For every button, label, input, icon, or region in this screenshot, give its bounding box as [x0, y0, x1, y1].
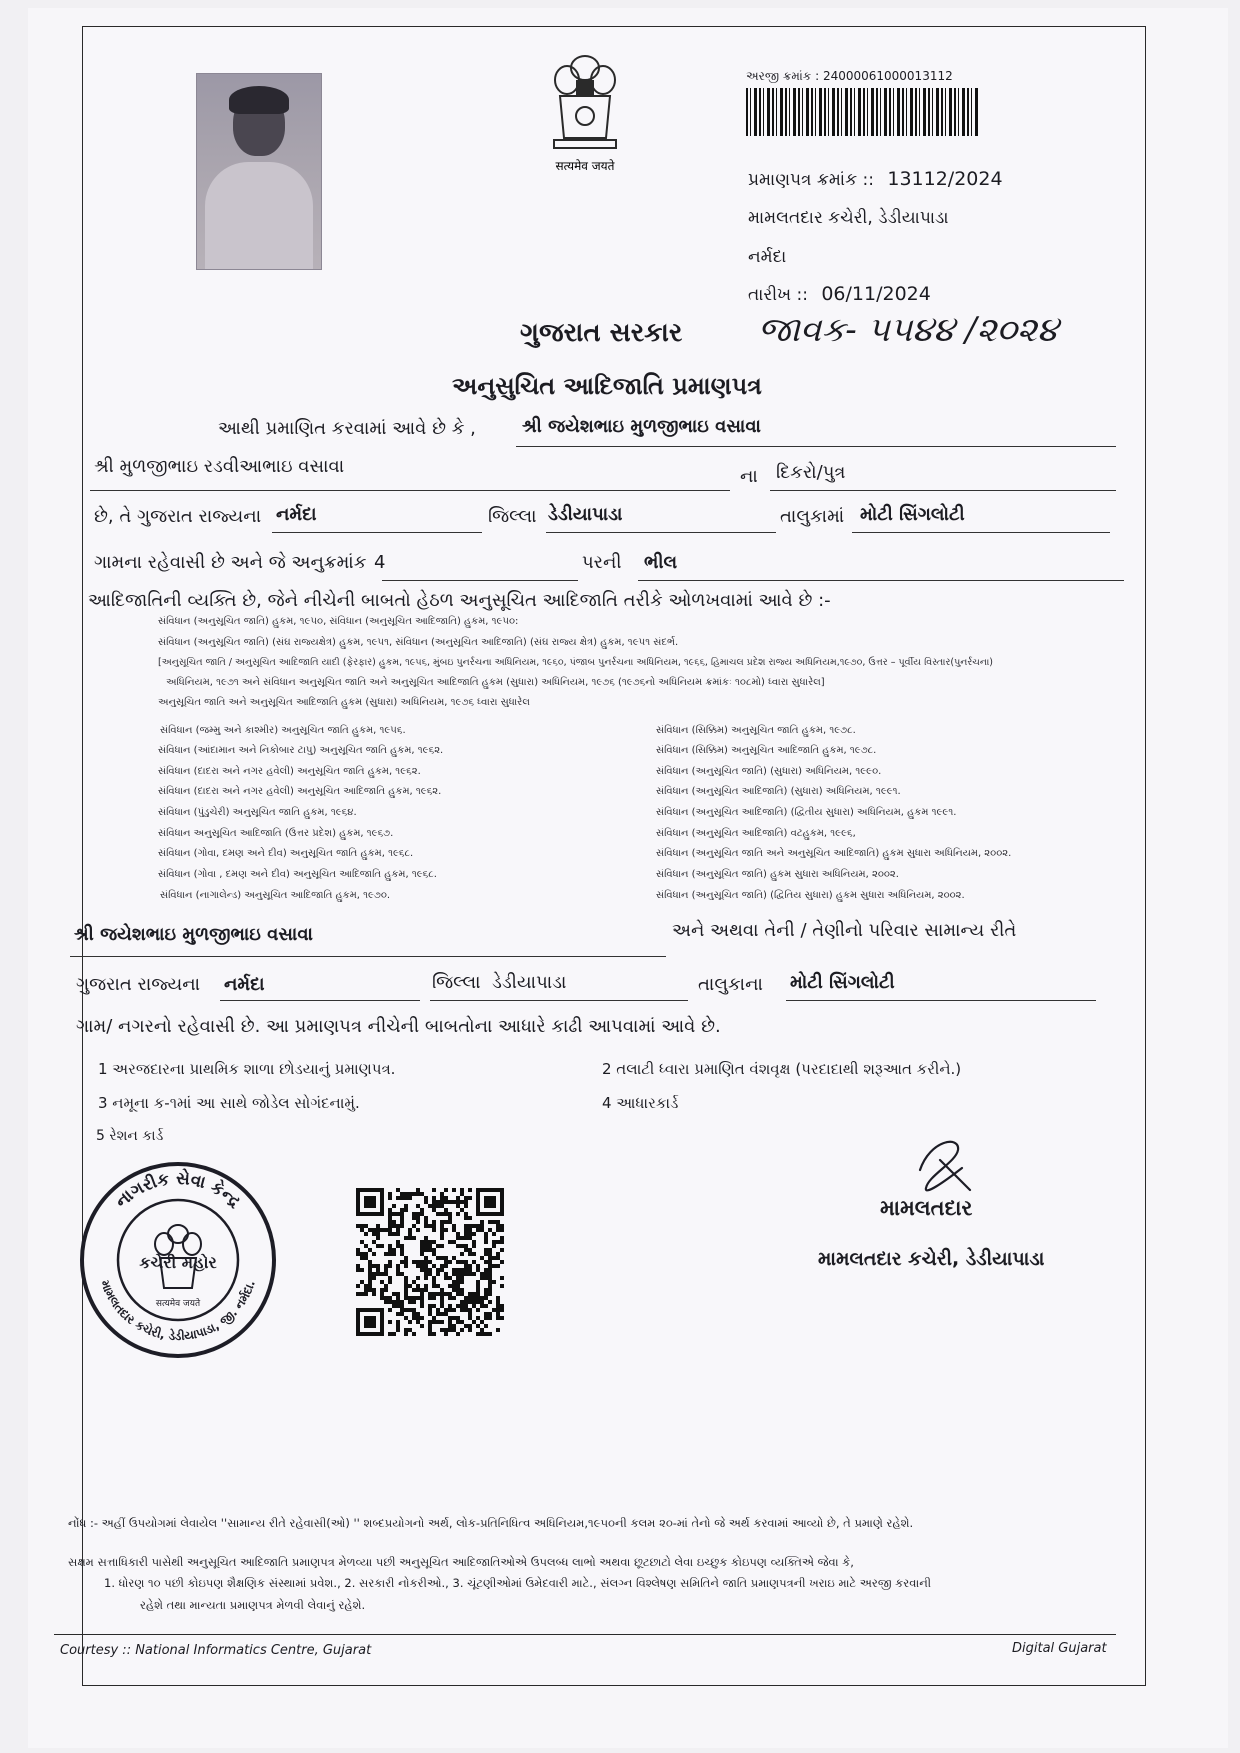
- na-label: ના: [740, 466, 758, 487]
- act-left: સંવિધાન (નાગાલેન્ડ) અનુસૂચિત આદિજાતિ હુકમ, ૧૯૭૦.: [160, 890, 391, 901]
- serial-number: 4: [374, 552, 386, 573]
- act-left: સંવિધાન (દાદરા અને નગર હવેલી) અનુસૂચિત આદિજાતિ હુકમ, ૧૯૬૨.: [158, 786, 442, 797]
- signature: [900, 1130, 980, 1200]
- seal-ring-text: નાગરીક સેવા કેન્દ્ર: [111, 1168, 245, 1213]
- residence-district-label: જિલ્લા: [432, 972, 481, 993]
- act-right: સંવિધાન (અનુસૂચિત આદિજાતિ) (દ્વિતીય સુધારા) અધિનિયમ, હુકમ ૧૯૯૧.: [656, 807, 957, 818]
- office-seal: [78, 1160, 278, 1360]
- underline: [852, 532, 1110, 533]
- district-value: નર્મદા: [276, 504, 317, 525]
- act-line: અનુસૂચિત જાતિ અને અનુસૂચિત આદિજાતિ હુકમ (સુધારા) અધિનિયમ, ૧૯૭૬ ધ્વારા સુધારેલ: [158, 697, 530, 708]
- certificate-number-label: પ્રમાણપત્ર ક્રમાંક ::: [748, 170, 874, 190]
- act-right: સંવિધાન (સિક્કિમ) અનુસૂચિત આદિજાતિ હુકમ, ૧૯૭૮.: [656, 745, 877, 756]
- document-item: 2 તલાટી ધ્વારા પ્રમાણિત વંશવૃક્ષ (પરદાદાથી શરૂઆત કરીને.): [602, 1060, 962, 1078]
- seal-center-text: કચેરી મહોર: [139, 1253, 217, 1272]
- note-line: સક્ષમ સત્તાધિકારી પાસેથી અનુસૂચિત આદિજાતિ પ્રમાણપત્ર મેળવ્યા પછી અનુસૂચિત આદિજાતિઓએ ઉપલબ્ધ લાભો અથવા છૂટછાટો લેવા ઇચ્છુક કોઇપણ વ્યક્તિએ જેવા કે,: [68, 1555, 854, 1569]
- signatory-title: મામલતદાર: [880, 1196, 973, 1220]
- taluka-label: તાલુકામાં: [780, 506, 845, 527]
- issue-date-label: તારીખ ::: [748, 285, 808, 305]
- underline: [70, 956, 666, 957]
- tribe-statement: આદિજાતિની વ્યક્તિ છે, જેને નીચેની બાબતો હેઠળ અનુસૂચિત આદિજાતિ તરીકે ઓળખવામાં આવે છે :-: [88, 590, 831, 611]
- signatory-office: મામલતદાર કચેરી, ડેડીયાપાડા: [818, 1248, 1045, 1270]
- act-right: સંવિધાન (અનુસૂચિત જાતિ) (સુધારા) અધિનિયમ, ૧૯૯૦.: [656, 766, 882, 777]
- tribe-name: ભીલ: [644, 552, 678, 573]
- act-line: સંવિધાન (અનુસૂચિત જાતિ) (સંઘ રાજ્યક્ષેત્ર) હુકમ, ૧૯૫૧, સંવિધાન (અનુસૂચિત આદિજાતિ) (સંઘ રાજ્ય ક્ષેત્ર) હુકમ, ૧૯૫૧ સંદર્ભ.: [158, 637, 679, 648]
- district-label: જિલ્લા: [488, 506, 537, 527]
- underline: [770, 490, 1116, 491]
- document-item: 1 અરજદારના પ્રાથમિક શાળા છોડયાનું પ્રમાણપત્ર.: [98, 1060, 396, 1078]
- barcode: [746, 88, 978, 136]
- state-prefix: છે, તે ગુજરાત રાજ્યના: [94, 506, 262, 527]
- certify-text: આથી પ્રમાણિત કરવામાં આવે છે કે ,: [218, 418, 476, 439]
- issue-basis-text: ગામ/ નગરનો રહેવાસી છે. આ પ્રમાણપત્ર નીચેની બાબતોના આધારે કાઢી આપવામાં આવે છે.: [76, 1016, 721, 1037]
- underline: [220, 1000, 420, 1001]
- residence-village: મોટી સિંગલોટી: [790, 972, 895, 993]
- district-name: નર્મદા: [748, 247, 787, 267]
- family-text: અને અથવા તેની / તેણીનો પરિવાર સામાન્ય રીતે: [672, 920, 1017, 941]
- footer-divider: [54, 1634, 1116, 1635]
- residence-state-label: ગુજરાત રાજ્યના: [76, 974, 201, 995]
- par-label: પરની: [582, 552, 622, 573]
- emblem-motto: सत्यमेव जयते: [555, 159, 615, 173]
- note-line: 1. ધોરણ ૧૦ પછી કોઇપણ શૈક્ષણિક સંસ્થામાં પ્રવેશ., 2. સરકારી નોકરીઓ., 3. ચૂંટણીઓમાં ઉમેદવારી માટે., સંલગ્ન વિશ્લેષણ સમિતિને જાતિ પ્રમાણપત્રની ખરાઇ માટે અરજી કરવાની: [104, 1576, 932, 1590]
- act-right: સંવિધાન (અનુસૂચિત આદિજાતિ) (સુધારા) અધિનિયમ, ૧૯૯૧.: [656, 786, 901, 797]
- act-left: સંવિધાન (દાદરા અને નગર હવેલી) અનુસૂચિત જાતિ હુકમ, ૧૯૬૨.: [158, 766, 421, 777]
- note-line: નોંધ :- અહીં ઉપયોગમાં લેવાયેલ ''સામાન્ય રીતે રહેવાસી(ઓ) '' શબ્દપ્રયોગનો અર્થ, લોક-પ્રતિનિધિત્વ અધિનિયમ,૧૯૫૦ની કલમ ૨૦-માં તેનો જે અર્થ કરવામાં આવ્યો છે, તે પ્રમાણે રહેશે.: [68, 1516, 914, 1530]
- taluka-value: ડેડીયાપાડા: [548, 504, 623, 525]
- act-right: સંવિધાન (અનુસૂચિત જાતિ) (દ્વિતિય સુધારા) હુકમ સુધારા અધિનિયમ, ૨૦૦૨.: [656, 890, 965, 901]
- act-right: સંવિધાન (અનુસૂચિત આદિજાતિ) વટહુકમ, ૧૯૯૬,: [656, 828, 856, 839]
- footer-brand: Digital Gujarat: [1012, 1641, 1107, 1656]
- applicant-name: શ્રી જયેશભાઇ મુળજીભાઇ વસાવા: [522, 416, 761, 437]
- act-left: સંવિધાન (જમ્મુ અને કાશ્મીર) અનુસૂચિત જાતિ હુકમ, ૧૯૫૬.: [160, 725, 406, 736]
- underline: [90, 490, 730, 491]
- svg-text:નાગરીક સેવા કેન્દ્ર: [112, 1167, 245, 1213]
- father-name: શ્રી મુળજીભાઇ રડવીઆભાઇ વસાવા: [94, 456, 345, 477]
- underline: [516, 446, 1116, 447]
- issuing-office: મામલતદાર કચેરી, ડેડીયાપાડા: [748, 208, 949, 228]
- issue-date: 06/11/2024: [821, 283, 931, 305]
- residence-taluka: ડેડીયાપાડા: [492, 972, 567, 993]
- application-number: અરજી ક્રમાંક : 24000061000013112: [746, 69, 953, 83]
- act-line: સંવિધાન (અનુસૂચિત જાતિ) હુકમ, ૧૯૫૦, સંવિધાન (અનુસૂચિત આદિજાતિ) હુકમ, ૧૯૫૦:: [158, 616, 519, 627]
- government-title: ગુજરાત સરકાર: [520, 318, 683, 348]
- footer-courtesy: Courtesy :: National Informatics Centre, Gujarat: [60, 1643, 372, 1658]
- residence-district: નર્મદા: [224, 974, 265, 995]
- underline: [786, 1000, 1096, 1001]
- national-emblem-icon: [540, 40, 630, 180]
- underline: [272, 532, 482, 533]
- act-right: સંવિધાન (અનુસૂચિત જાતિ અને અનુસૂચિત આદિજાતિ) હુકમ સુધારા અધિનિયમ, ૨૦૦૨.: [656, 848, 1012, 859]
- residence-taluka-label: તાલુકાના: [698, 974, 763, 995]
- document-item: 5 રેશન કાર્ડ: [96, 1128, 164, 1144]
- act-right: સંવિધાન (અનુસૂચિત જાતિ) હુકમ સુધારા અધિનિયમ, ૨૦૦૨.: [656, 869, 899, 880]
- act-left: સંવિધાન (ગોવા , દમણ અને દીવ) અનુસૂચિત આદિજાતિ હુકમ, ૧૯૬૮.: [158, 869, 437, 880]
- act-right: સંવિધાન (સિક્કિમ) અનુસૂચિત જાતિ હુકમ, ૧૯૭૮.: [656, 725, 856, 736]
- relation: દિકરો/પુત્ર: [776, 462, 846, 483]
- underline: [382, 580, 578, 581]
- residence-name: શ્રી જયેશભાઇ મુળજીભાઇ વસાવા: [74, 924, 313, 945]
- seal-bottom-text: મામલતદાર કચેરી, ડેડીયાપાડા, જી. નર્મદા.: [98, 1278, 258, 1344]
- note-line: રહેશે તથા માન્યતા પ્રમાણપત્ર મેળવી લેવાનું રહેશે.: [140, 1598, 366, 1612]
- underline: [430, 1000, 688, 1001]
- act-left: સંવિધાન (ગોવા, દમણ અને દીવ) અનુસૂચિત જાતિ હુકમ, ૧૯૬૮.: [158, 848, 414, 859]
- act-left: સંવિધાન (પુંડુચેરી) અનુસૂચિત જાતિ હુકમ, ૧૯૬૪.: [158, 807, 357, 818]
- resident-text: ગામના રહેવાસી છે અને જે અનુક્રમાંક: [94, 552, 367, 573]
- act-line: અધિનિયમ, ૧૯૭૧ અને સંવિધાન અનુસૂચિત જાતિ અને અનુસૂચિત આદિજાતિ હુકમ (સુધારા) અધિનિયમ, ૧૯૭૬ (૧૯૭૬નો અધિનિયમ ક્રમાંકઃ ૧૦૮મો) ધ્વારા સુધારેલ]: [166, 677, 825, 688]
- act-left: સંવિધાન (આંદામાન અને નિકોબાર ટાપુ) અનુસૂચિત જાતિ હુકમ, ૧૯૬૨.: [158, 745, 444, 756]
- certificate-number-row: [748, 168, 1003, 190]
- issue-date-row: [748, 283, 931, 305]
- seal-motto: सत्यमेव जयते: [155, 1299, 201, 1309]
- handwritten-reference: જાવક- ૫૫૪૪ /૨૦૨૪: [758, 310, 1059, 350]
- qr-code: [356, 1188, 504, 1336]
- certificate-number: 13112/2024: [887, 168, 1003, 190]
- act-left: સંવિધાન અનુસૂચિત આદિજાતિ (ઉત્તર પ્રદેશ) હુકમ, ૧૯૬૭.: [158, 828, 394, 839]
- underline: [546, 532, 776, 533]
- village-value: મોટી સિંગલોટી: [860, 504, 965, 525]
- act-line: [અનુસૂચિત જાતિ / અનુસૂચિત આદિજાતિ યાદી (ફેરફાર) હુકમ, ૧૯૫૬, મુંબઇ પુનર્રચના અધિનિયમ, ૧૯૬૦, પંજાબ પુનર્રચના અધિનિયમ, ૧૯૬૬, હિમાચલ પ્રદેશ રાજ્ય અધિનિયમ,૧૯૭૦, ઉત્તર – પૂર્વીય વિસ્તાર(પુનર્રચના): [158, 657, 993, 668]
- document-item: 4 આધારકાર્ડ: [602, 1094, 679, 1112]
- certificate-title: અનુસુચિત આદિજાતિ પ્રમાણપત્ર: [452, 372, 762, 400]
- underline: [638, 580, 1124, 581]
- applicant-photo: [196, 73, 322, 270]
- document-item: 3 નમૂના ક-૧માં આ સાથે જોડેલ સોગંદનામું.: [98, 1094, 360, 1112]
